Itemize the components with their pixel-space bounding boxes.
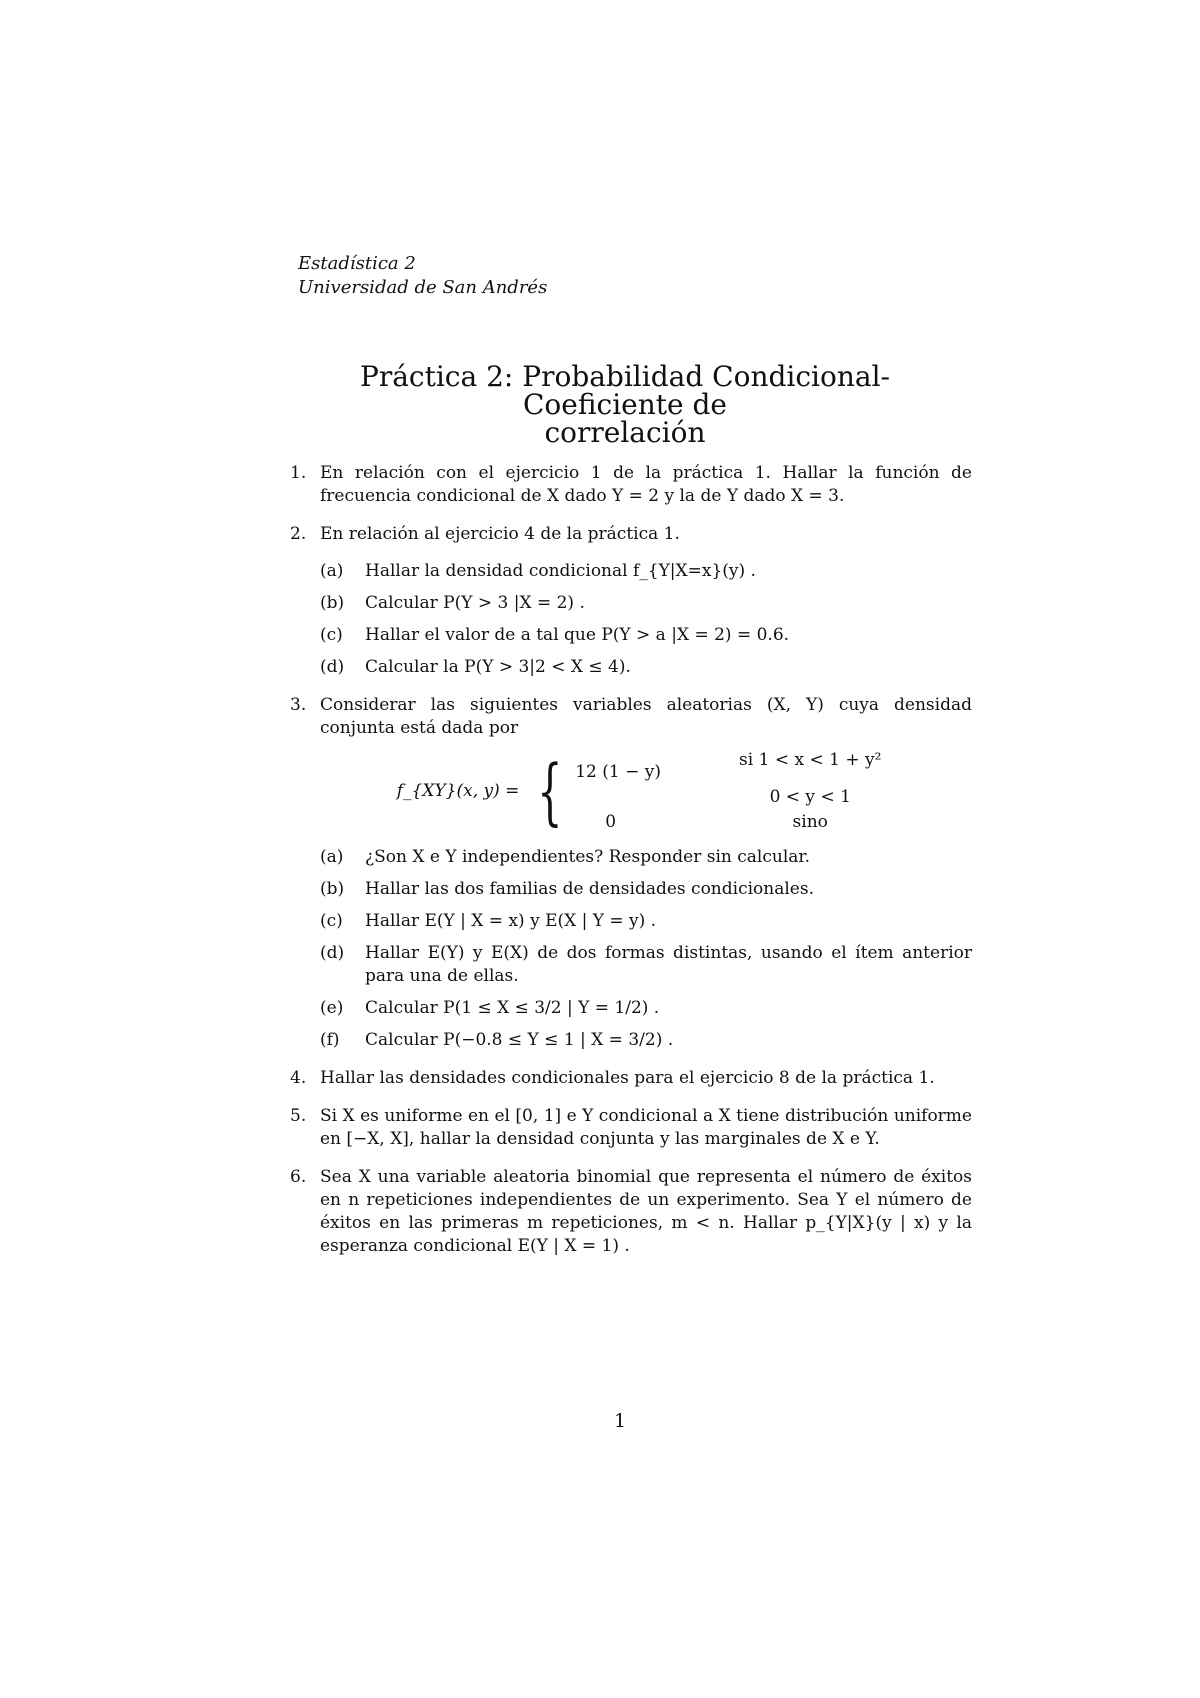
subitem-3c [320,910,972,933]
subitem-2b [320,592,972,615]
exercise-2 [290,523,972,679]
course-header [298,252,547,300]
formula-lhs: f_{XY}(x, y) = [396,780,520,801]
exercise-text: Hallar las densidades condicionales para el ejercicio 8 de la práctica 1. [320,1068,935,1088]
subitem-list [320,846,972,1052]
exercise-1 [290,462,972,508]
subitem-text: ¿Son X e Y independientes? Responder sin calcular. [365,847,811,867]
subitem-label: (b) [320,879,345,899]
joint-density-formula [320,749,972,833]
subitem-text: Hallar el valor de a tal que P(Y > a |X = 2) = 0.6. [365,625,790,645]
exercise-6 [290,1166,972,1258]
case-2-condition: sino [792,811,828,832]
exercise-number: 2. [290,524,307,544]
subitem-label: (c) [320,625,343,645]
exercise-4 [290,1067,972,1090]
subitem-text: Hallar la densidad condicional f_{Y|X=x}(y) . [365,561,756,581]
university-name: Universidad de San Andrés [298,277,548,298]
exercise-text: En relación al ejercicio 4 de la práctica 1. [320,524,680,544]
subitem-text: Hallar E(Y) y E(X) de dos formas distintas, usando el ítem anterior para una de ellas. [365,943,972,986]
subitem-3e [320,997,972,1020]
exercise-number: 1. [290,463,307,483]
subitem-text: Calcular P(1 ≤ X ≤ 3/2 | Y = 1/2) . [365,998,660,1018]
subitem-text: Calcular P(Y > 3 |X = 2) . [365,593,585,613]
page-title [290,360,960,449]
exercise-text: Si X es uniforme en el [0, 1] e Y condicional a X tiene distribución uniforme en [−X, X], hallar la densidad conjunta y las marginales de X e Y. [320,1106,972,1149]
subitem-list [320,560,972,679]
case-1-condition-1: si 1 < x < 1 + y² [739,749,882,770]
subitem-3a [320,846,972,869]
case-2-expression: 0 [605,811,617,832]
subitem-2c [320,624,972,647]
subitem-label: (d) [320,943,345,963]
subitem-label: (a) [320,561,344,581]
exercise-number: 5. [290,1106,307,1126]
subitem-text: Calcular P(−0.8 ≤ Y ≤ 1 | X = 3/2) . [365,1030,674,1050]
exercise-list [290,462,972,1273]
subitem-label: (e) [320,998,344,1018]
case-1-expression: 12 (1 − y) [575,761,662,782]
subitem-label: (f) [320,1030,340,1050]
exercise-number: 3. [290,695,307,715]
exercise-text: Considerar las siguientes variables aleatorias (X, Y) cuya densidad conjunta está dada por [320,695,972,738]
subitem-text: Hallar las dos familias de densidades condicionales. [365,879,814,899]
exercise-number: 4. [290,1068,307,1088]
exercise-3 [290,694,972,1052]
title-line-2: correlación [544,416,706,449]
page-number: 1 [613,1410,627,1432]
subitem-text: Calcular la P(Y > 3|2 < X ≤ 4). [365,657,631,677]
subitem-label: (b) [320,593,345,613]
exercise-text: En relación con el ejercicio 1 de la práctica 1. Hallar la función de frecuencia condicional de X dado Y = 2 y la de Y dado X = 3. [320,463,972,506]
left-brace: { [537,749,563,833]
subitem-text: Hallar E(Y | X = x) y E(X | Y = y) . [365,911,657,931]
subitem-3f [320,1029,972,1052]
title-line-1: Práctica 2: Probabilidad Condicional-Coeficiente de [360,360,890,421]
subitem-3d [320,942,972,988]
course-name: Estadística 2 [298,253,416,274]
subitem-3b [320,878,972,901]
subitem-label: (d) [320,657,345,677]
subitem-label: (a) [320,847,344,867]
exercise-number: 6. [290,1167,307,1187]
formula-cases [575,749,895,834]
subitem-2d [320,656,972,679]
subitem-label: (c) [320,911,343,931]
exercise-5 [290,1105,972,1151]
exercise-text: Sea X una variable aleatoria binomial que representa el número de éxitos en n repeticiones independientes de un experimento. Sea Y el número de éxitos en las primeras m repeticiones, m < n. Hallar p_{Y|X}(y | x) y la esperanza condicional E(Y | X = 1) . [320,1167,972,1256]
subitem-2a [320,560,972,583]
case-1-condition-2: 0 < y < 1 [769,786,851,807]
